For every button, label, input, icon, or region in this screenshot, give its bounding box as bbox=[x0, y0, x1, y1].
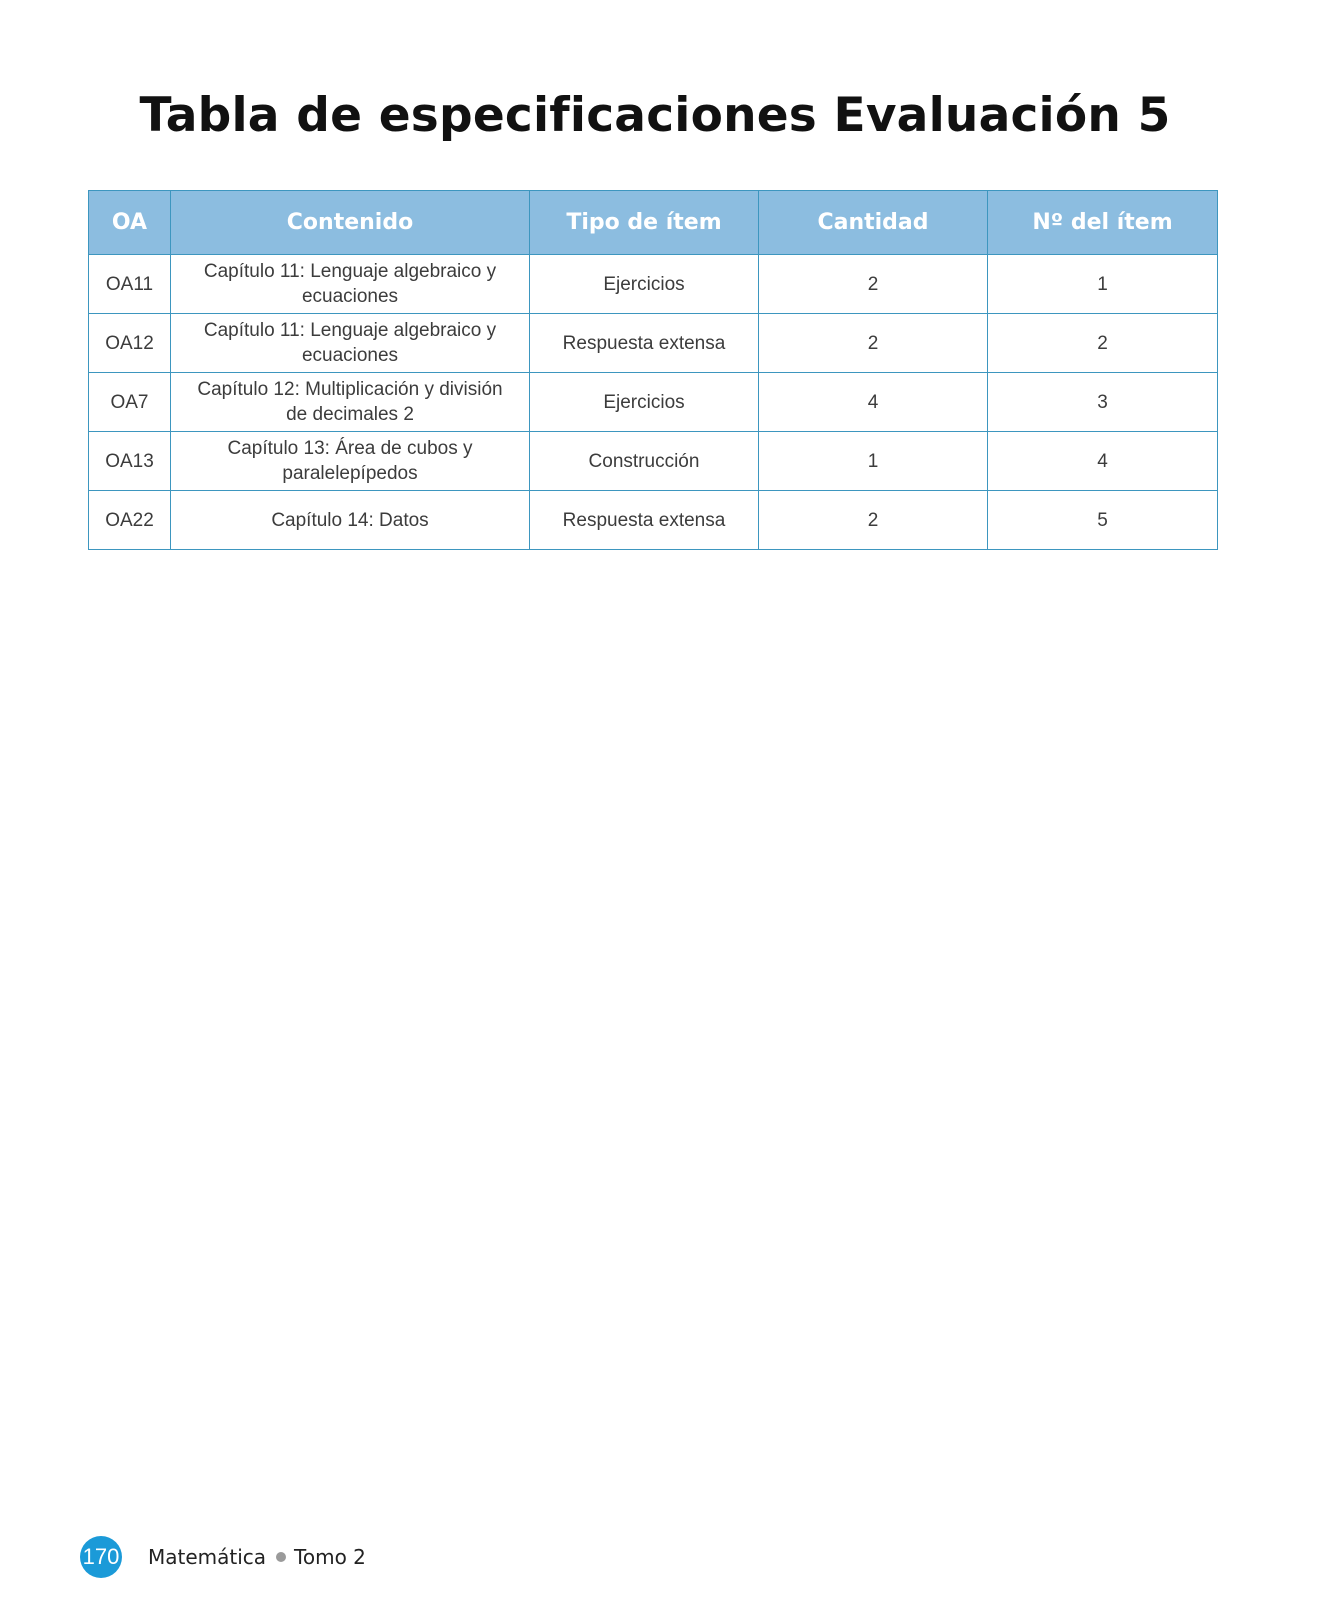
table-row bbox=[89, 432, 1218, 491]
table-row bbox=[89, 373, 1218, 432]
header-cantidad: Cantidad bbox=[759, 191, 988, 255]
cell-oa: OA7 bbox=[89, 373, 171, 432]
cell-oa: OA12 bbox=[89, 314, 171, 373]
cell-numero-item: 2 bbox=[988, 314, 1218, 373]
cell-contenido: Capítulo 11: Lenguaje algebraico y ecuaciones bbox=[171, 314, 530, 373]
cell-tipo-item: Ejercicios bbox=[530, 255, 759, 314]
cell-tipo-item: Respuesta extensa bbox=[530, 314, 759, 373]
cell-numero-item: 5 bbox=[988, 491, 1218, 550]
cell-tipo-item: Construcción bbox=[530, 432, 759, 491]
table-row bbox=[89, 255, 1218, 314]
footer-book-title: Matemática bbox=[148, 1545, 267, 1569]
table-header-row bbox=[89, 191, 1218, 255]
separator-dot-icon bbox=[276, 1552, 286, 1562]
page-number-badge: 170 bbox=[80, 1536, 122, 1578]
cell-numero-item: 4 bbox=[988, 432, 1218, 491]
cell-tipo-item: Respuesta extensa bbox=[530, 491, 759, 550]
cell-cantidad: 4 bbox=[759, 373, 988, 432]
table-row bbox=[89, 491, 1218, 550]
page-footer bbox=[80, 1536, 366, 1578]
cell-contenido: Capítulo 13: Área de cubos y paralelepípedos bbox=[171, 432, 530, 491]
cell-numero-item: 3 bbox=[988, 373, 1218, 432]
page-title: Tabla de especificaciones Evaluación 5 bbox=[139, 88, 1171, 143]
cell-contenido: Capítulo 12: Multiplicación y división de decimales 2 bbox=[171, 373, 530, 432]
header-tipo-item: Tipo de ítem bbox=[530, 191, 759, 255]
cell-tipo-item: Ejercicios bbox=[530, 373, 759, 432]
footer-volume: Tomo 2 bbox=[294, 1545, 366, 1569]
cell-numero-item: 1 bbox=[988, 255, 1218, 314]
table-row bbox=[89, 314, 1218, 373]
cell-oa: OA13 bbox=[89, 432, 171, 491]
cell-oa: OA11 bbox=[89, 255, 171, 314]
cell-contenido: Capítulo 14: Datos bbox=[171, 491, 530, 550]
header-numero-item: Nº del ítem bbox=[988, 191, 1218, 255]
cell-cantidad: 2 bbox=[759, 491, 988, 550]
cell-contenido: Capítulo 11: Lenguaje algebraico y ecuaciones bbox=[171, 255, 530, 314]
header-oa: OA bbox=[89, 191, 171, 255]
cell-cantidad: 2 bbox=[759, 255, 988, 314]
cell-cantidad: 2 bbox=[759, 314, 988, 373]
header-contenido: Contenido bbox=[171, 191, 530, 255]
specifications-table bbox=[88, 190, 1218, 550]
cell-cantidad: 1 bbox=[759, 432, 988, 491]
cell-oa: OA22 bbox=[89, 491, 171, 550]
